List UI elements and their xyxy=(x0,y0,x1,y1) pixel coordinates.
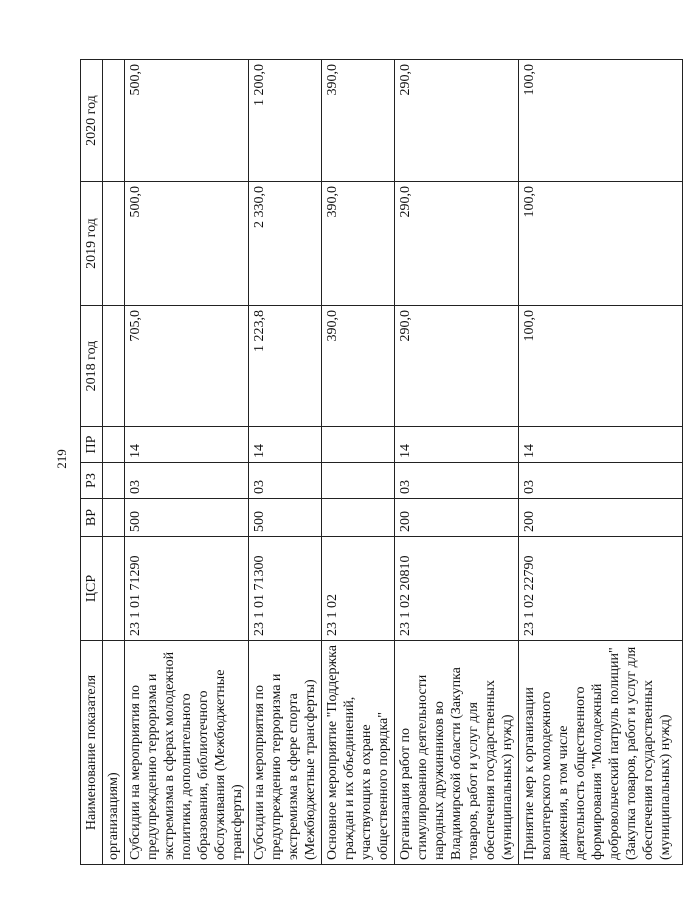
row-2019: 500,0 xyxy=(125,182,249,306)
row-2020: 100,0 xyxy=(519,60,683,182)
row-vr: 500 xyxy=(125,499,249,537)
row-rz: 03 xyxy=(249,463,322,499)
row-vr: 200 xyxy=(519,499,683,537)
row-2018: 100,0 xyxy=(519,306,683,427)
header-csr: ЦСР xyxy=(81,537,103,641)
row-rz: 03 xyxy=(519,463,683,499)
table-row xyxy=(519,60,683,865)
row-pr xyxy=(322,427,395,463)
header-vr: ВР xyxy=(81,499,103,537)
row-rz: 03 xyxy=(395,463,519,499)
row-2019: 100,0 xyxy=(519,182,683,306)
row-name: Субсидии на мероприятия по предупреждению терроризма и экстремизма в сферах молодежной политики, дополнительного образования, библиотечного обслуживания (Межбюджетные трансферты) xyxy=(125,641,249,865)
row-pr: 14 xyxy=(395,427,519,463)
header-2020: 2020 год xyxy=(81,60,103,182)
page-number: 219 xyxy=(53,449,69,469)
row-csr: 23 1 02 22790 xyxy=(519,537,683,641)
row-csr: 23 1 01 71300 xyxy=(249,537,322,641)
row-vr xyxy=(322,499,395,537)
row-2020: 500,0 xyxy=(125,60,249,182)
row-pr: 14 xyxy=(519,427,683,463)
header-rz: РЗ xyxy=(81,463,103,499)
row-2018: 1 223,8 xyxy=(249,306,322,427)
row-name: Организация работ по стимулированию деятельности народных дружинников во Владимирской области (Закупка товаров, работ и услуг для обеспечения государственных (муниципальных) нужд) xyxy=(395,641,519,865)
header-row xyxy=(81,60,103,865)
table-row xyxy=(322,60,395,865)
row-pr: 14 xyxy=(249,427,322,463)
row-vr: 200 xyxy=(395,499,519,537)
table-row xyxy=(125,60,249,865)
row-pr: 14 xyxy=(125,427,249,463)
row-2019: 290,0 xyxy=(395,182,519,306)
row-2020: 1 200,0 xyxy=(249,60,322,182)
budget-table xyxy=(80,59,683,865)
row-rz: 03 xyxy=(125,463,249,499)
table-row xyxy=(395,60,519,865)
header-name: Наименование показателя xyxy=(81,641,103,865)
row-csr: 23 1 02 20810 xyxy=(395,537,519,641)
row-csr: 23 1 01 71290 xyxy=(125,537,249,641)
row-2019: 2 330,0 xyxy=(249,182,322,306)
row-vr: 500 xyxy=(249,499,322,537)
row-csr: 23 1 02 xyxy=(322,537,395,641)
header-2018: 2018 год xyxy=(81,306,103,427)
row-2020: 290,0 xyxy=(395,60,519,182)
header-2019: 2019 год xyxy=(81,182,103,306)
row-rz xyxy=(322,463,395,499)
row-2018: 390,0 xyxy=(322,306,395,427)
rotated-table-wrapper xyxy=(80,60,673,865)
row-name: Принятие мер к организации волонтерского молодежного движения, в том числе деятельность общественного формирования "Молодежный добровольческий патруль полиции" (Закупка товаров, работ и услуг для обеспечения государственных (муниципальных) нужд) xyxy=(519,641,683,865)
continued-text: организациям) xyxy=(103,641,125,865)
row-name: Основное мероприятие "Поддержка граждан и их объединений, участвующих в охране общественного порядка" xyxy=(322,641,395,865)
row-name: Субсидии на мероприятия по предупреждению терроризма и экстремизма в сфере спорта (Межбюджетные трансферты) xyxy=(249,641,322,865)
table-row xyxy=(249,60,322,865)
header-pr: ПР xyxy=(81,427,103,463)
row-2020: 390,0 xyxy=(322,60,395,182)
row-2019: 390,0 xyxy=(322,182,395,306)
continuation-row xyxy=(103,60,125,865)
row-2018: 290,0 xyxy=(395,306,519,427)
row-2018: 705,0 xyxy=(125,306,249,427)
